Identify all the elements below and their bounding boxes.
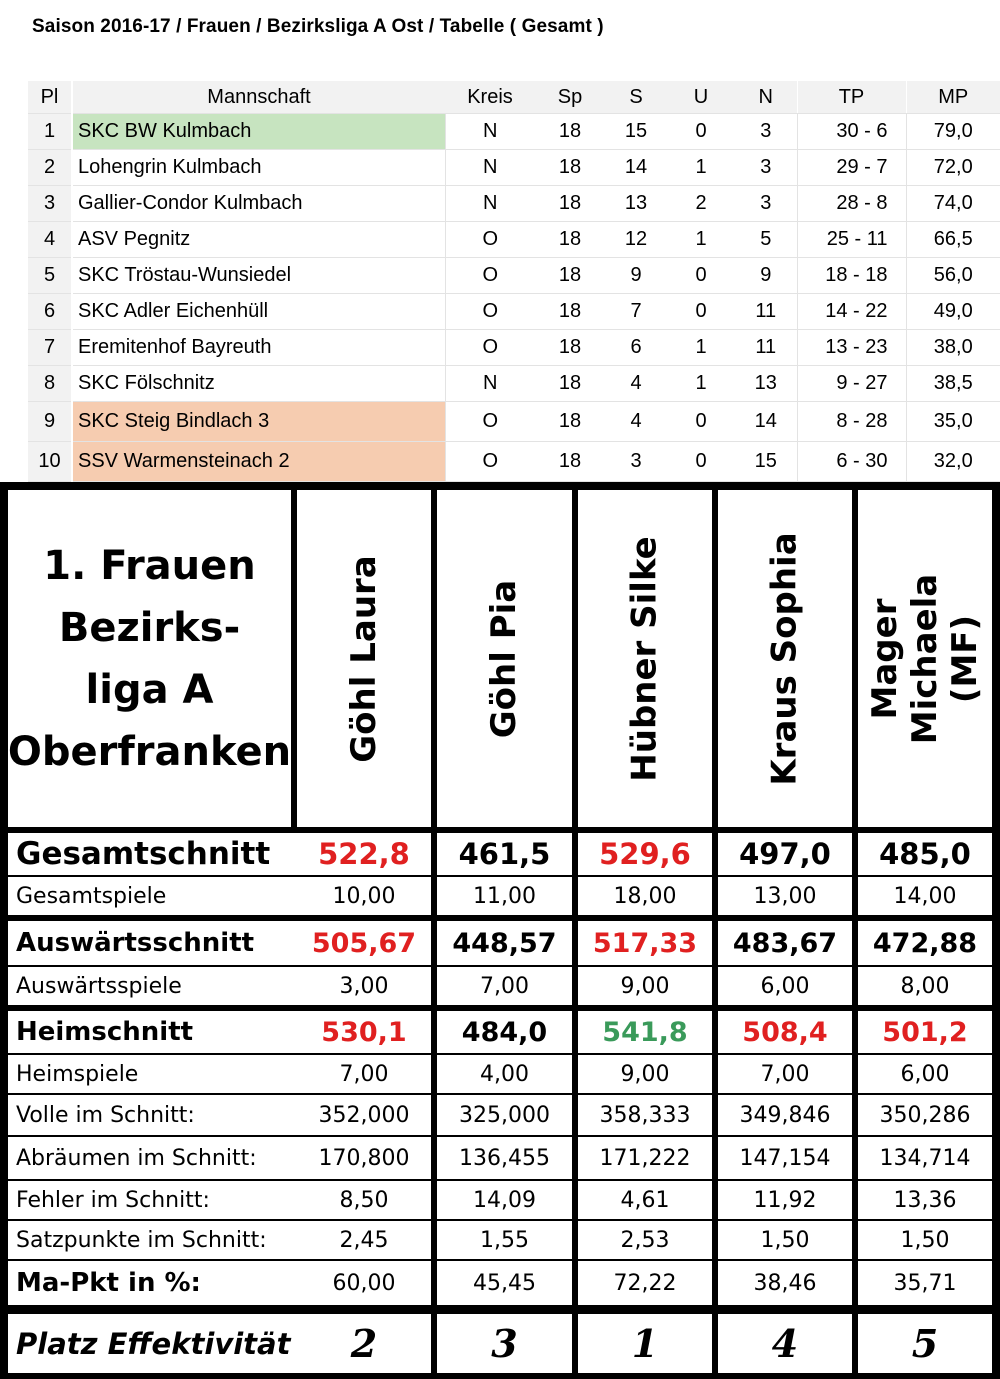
stat-value: 35,71 — [858, 1261, 992, 1305]
cell-mp: 49,0 — [906, 294, 1000, 330]
cell-s: 14 — [605, 150, 667, 186]
cell-u: 1 — [667, 330, 735, 366]
team-heading-line: liga A — [85, 666, 214, 713]
stat-value: 497,0 — [718, 833, 852, 875]
tp-value: 30 - 6 — [836, 120, 888, 142]
player-stats-grid — [0, 482, 1000, 1379]
cell-kreis: O — [445, 294, 535, 330]
cell-mp: 32,0 — [906, 442, 1000, 482]
stat-value: 530,1 — [297, 1011, 431, 1053]
tp-value: 6 - 30 — [836, 450, 888, 472]
cell-s: 4 — [605, 366, 667, 402]
stat-value: 134,714 — [858, 1137, 992, 1179]
player-header-cell — [437, 490, 572, 827]
team-heading-line: Oberfranken — [8, 728, 291, 775]
table-row — [28, 442, 1000, 482]
stat-value: 10,00 — [297, 877, 431, 915]
cell-n: 15 — [735, 442, 797, 482]
stat-value: 11,00 — [437, 877, 572, 915]
col-header-tp: TP — [797, 81, 906, 114]
team-heading-line: 1. Frauen — [43, 542, 256, 589]
cell-mp: 66,5 — [906, 222, 1000, 258]
table-row — [28, 186, 1000, 222]
cell-sp: 18 — [535, 442, 605, 482]
stat-value: 8,50 — [297, 1181, 431, 1219]
stat-label: Abräumen im Schnitt: — [8, 1137, 299, 1179]
cell-n: 11 — [735, 330, 797, 366]
stat-value: 485,0 — [858, 833, 992, 875]
stat-value: 147,154 — [718, 1137, 852, 1179]
cell-u: 0 — [667, 258, 735, 294]
team-heading-line: Bezirks- — [58, 604, 241, 651]
stat-value: 461,5 — [437, 833, 572, 875]
stat-value: 6,00 — [718, 967, 852, 1005]
stat-value: 14,00 — [858, 877, 992, 915]
cell-sp: 18 — [535, 258, 605, 294]
cell-s: 4 — [605, 402, 667, 442]
stat-value: 517,33 — [578, 921, 712, 965]
stat-value: 9,00 — [578, 967, 712, 1005]
stat-value: 508,4 — [718, 1011, 852, 1053]
stat-value: 501,2 — [858, 1011, 992, 1053]
stat-value: 2,53 — [578, 1221, 712, 1259]
player-header-cell — [718, 490, 852, 827]
stat-value: 484,0 — [437, 1011, 572, 1053]
stat-value: 325,000 — [437, 1095, 572, 1135]
tp-value: 25 - 11 — [826, 228, 888, 250]
col-header-n: N — [735, 81, 797, 114]
league-header-row — [28, 81, 1000, 114]
cell-s: 12 — [605, 222, 667, 258]
cell-tp — [797, 114, 906, 150]
cell-n: 9 — [735, 258, 797, 294]
stat-value: 13,36 — [858, 1181, 992, 1219]
cell-tp — [797, 186, 906, 222]
stat-value: 3,00 — [297, 967, 431, 1005]
rank-value: 5 — [858, 1314, 992, 1373]
cell-tp — [797, 294, 906, 330]
cell-mp: 35,0 — [906, 402, 1000, 442]
tp-value: 13 - 23 — [825, 336, 888, 358]
cell-n: 11 — [735, 294, 797, 330]
cell-u: 0 — [667, 442, 735, 482]
cell-u: 1 — [667, 222, 735, 258]
stat-value: 6,00 — [858, 1055, 992, 1093]
stat-label: Gesamtspiele — [8, 877, 299, 915]
cell-tp — [797, 330, 906, 366]
stat-value: 2,45 — [297, 1221, 431, 1259]
cell-pl: 9 — [28, 402, 72, 442]
league-body — [28, 114, 1000, 482]
cell-u: 1 — [667, 150, 735, 186]
cell-s: 15 — [605, 114, 667, 150]
cell-tp — [797, 442, 906, 482]
cell-kreis: N — [445, 150, 535, 186]
stat-value: 170,800 — [297, 1137, 431, 1179]
stat-value: 72,22 — [578, 1261, 712, 1305]
cell-n: 3 — [735, 150, 797, 186]
stat-label: Fehler im Schnitt: — [8, 1181, 299, 1219]
cell-n: 13 — [735, 366, 797, 402]
team-heading-cell — [8, 490, 291, 827]
cell-s: 7 — [605, 294, 667, 330]
cell-mp: 79,0 — [906, 114, 1000, 150]
stat-value: 352,000 — [297, 1095, 431, 1135]
stat-value: 541,8 — [578, 1011, 712, 1053]
stat-value: 1,50 — [718, 1221, 852, 1259]
stat-label: Ma-Pkt in %: — [8, 1261, 299, 1305]
stat-value: 7,00 — [437, 967, 572, 1005]
cell-kreis: O — [445, 222, 535, 258]
cell-pl: 5 — [28, 258, 72, 294]
table-row — [28, 294, 1000, 330]
player-header-cell — [858, 490, 992, 827]
cell-sp: 18 — [535, 114, 605, 150]
stat-value: 1,55 — [437, 1221, 572, 1259]
cell-n: 3 — [735, 186, 797, 222]
stat-value: 45,45 — [437, 1261, 572, 1305]
stat-value: 13,00 — [718, 877, 852, 915]
col-header-u: U — [667, 81, 735, 114]
col-header-s: S — [605, 81, 667, 114]
cell-pl: 2 — [28, 150, 72, 186]
stat-value: 11,92 — [718, 1181, 852, 1219]
cell-sp: 18 — [535, 294, 605, 330]
tp-value: 9 - 27 — [836, 372, 888, 394]
cell-s: 6 — [605, 330, 667, 366]
cell-kreis: N — [445, 186, 535, 222]
cell-sp: 18 — [535, 402, 605, 442]
player-name: Göhl Pia — [484, 579, 525, 738]
cell-u: 0 — [667, 114, 735, 150]
cell-team: SKC Fölschnitz — [72, 366, 445, 402]
stat-value: 171,222 — [578, 1137, 712, 1179]
cell-tp — [797, 222, 906, 258]
col-header-pl: Pl — [28, 81, 72, 114]
rank-value: 3 — [437, 1314, 572, 1373]
rank-value: 1 — [578, 1314, 712, 1373]
cell-u: 1 — [667, 366, 735, 402]
cell-tp — [797, 150, 906, 186]
cell-sp: 18 — [535, 330, 605, 366]
cell-s: 3 — [605, 442, 667, 482]
stat-value: 7,00 — [297, 1055, 431, 1093]
cell-sp: 18 — [535, 222, 605, 258]
stat-label: Auswärtsschnitt — [8, 921, 299, 965]
cell-pl: 7 — [28, 330, 72, 366]
cell-pl: 10 — [28, 442, 72, 482]
table-row — [28, 366, 1000, 402]
stat-value: 349,846 — [718, 1095, 852, 1135]
stat-value: 358,333 — [578, 1095, 712, 1135]
cell-kreis: O — [445, 442, 535, 482]
table-row — [28, 222, 1000, 258]
player-header-cell — [297, 490, 431, 827]
cell-n: 14 — [735, 402, 797, 442]
cell-s: 9 — [605, 258, 667, 294]
cell-tp — [797, 366, 906, 402]
rank-label: Platz Effektivität — [8, 1314, 299, 1373]
cell-s: 13 — [605, 186, 667, 222]
stat-value: 522,8 — [297, 833, 431, 875]
stat-value: 505,67 — [297, 921, 431, 965]
cell-team: SKC BW Kulmbach — [72, 114, 445, 150]
rank-value: 2 — [297, 1314, 431, 1373]
cell-kreis: N — [445, 366, 535, 402]
league-table — [28, 81, 1000, 482]
cell-pl: 3 — [28, 186, 72, 222]
cell-kreis: O — [445, 258, 535, 294]
rank-value: 4 — [718, 1314, 852, 1373]
table-row — [28, 150, 1000, 186]
tp-value: 29 - 7 — [836, 156, 888, 178]
cell-team: SKC Adler Eichenhüll — [72, 294, 445, 330]
stat-label: Satzpunkte im Schnitt: — [8, 1221, 299, 1259]
col-header-kreis: Kreis — [445, 81, 535, 114]
cell-u: 0 — [667, 294, 735, 330]
cell-kreis: O — [445, 402, 535, 442]
team-heading — [8, 535, 291, 783]
cell-tp — [797, 402, 906, 442]
stat-value: 529,6 — [578, 833, 712, 875]
cell-mp: 74,0 — [906, 186, 1000, 222]
cell-u: 0 — [667, 402, 735, 442]
stat-label: Heimschnitt — [8, 1011, 299, 1053]
stat-value: 350,286 — [858, 1095, 992, 1135]
tp-value: 18 - 18 — [825, 264, 888, 286]
cell-mp: 72,0 — [906, 150, 1000, 186]
cell-team: Eremitenhof Bayreuth — [72, 330, 445, 366]
cell-sp: 18 — [535, 366, 605, 402]
stat-value: 60,00 — [297, 1261, 431, 1305]
table-row — [28, 402, 1000, 442]
stat-label: Auswärtsspiele — [8, 967, 299, 1005]
player-header-cell — [578, 490, 712, 827]
cell-team: SKC Tröstau-Wunsiedel — [72, 258, 445, 294]
col-header-sp: Sp — [535, 81, 605, 114]
cell-pl: 4 — [28, 222, 72, 258]
cell-n: 5 — [735, 222, 797, 258]
cell-mp: 38,5 — [906, 366, 1000, 402]
stat-value: 14,09 — [437, 1181, 572, 1219]
tp-value: 8 - 28 — [836, 410, 888, 432]
cell-mp: 56,0 — [906, 258, 1000, 294]
cell-kreis: O — [445, 330, 535, 366]
cell-u: 2 — [667, 186, 735, 222]
table-row — [28, 330, 1000, 366]
player-name: Göhl Laura — [344, 554, 384, 763]
stat-value: 1,50 — [858, 1221, 992, 1259]
stat-label: Gesamtschnitt — [8, 833, 299, 875]
player-name: Hübner Silke — [625, 535, 666, 782]
cell-sp: 18 — [535, 186, 605, 222]
stat-value: 136,455 — [437, 1137, 572, 1179]
page-title: Saison 2016-17 / Frauen / Bezirksliga A Ost / Tabelle ( Gesamt ) — [32, 16, 604, 37]
cell-team: Lohengrin Kulmbach — [72, 150, 445, 186]
stat-value: 18,00 — [578, 877, 712, 915]
cell-team: ASV Pegnitz — [72, 222, 445, 258]
cell-team: Gallier-Condor Kulmbach — [72, 186, 445, 222]
cell-team: SSV Warmensteinach 2 — [72, 442, 445, 482]
stat-value: 7,00 — [718, 1055, 852, 1093]
col-header-mp: MP — [906, 81, 1000, 114]
cell-tp — [797, 258, 906, 294]
cell-n: 3 — [735, 114, 797, 150]
stat-value: 4,61 — [578, 1181, 712, 1219]
stat-label: Heimspiele — [8, 1055, 299, 1093]
player-name: Kraus Sophia — [765, 531, 806, 786]
tp-value: 28 - 8 — [836, 192, 888, 214]
stat-value: 472,88 — [858, 921, 992, 965]
cell-pl: 6 — [28, 294, 72, 330]
stat-value: 448,57 — [437, 921, 572, 965]
cell-pl: 8 — [28, 366, 72, 402]
stat-value: 483,67 — [718, 921, 852, 965]
table-row — [28, 114, 1000, 150]
player-name: Mager Michaela (MF) — [865, 573, 986, 744]
stat-label: Volle im Schnitt: — [8, 1095, 299, 1135]
cell-pl: 1 — [28, 114, 72, 150]
tp-value: 14 - 22 — [825, 300, 888, 322]
cell-sp: 18 — [535, 150, 605, 186]
stat-value: 38,46 — [718, 1261, 852, 1305]
stat-value: 9,00 — [578, 1055, 712, 1093]
stat-value: 4,00 — [437, 1055, 572, 1093]
stat-value: 8,00 — [858, 967, 992, 1005]
col-header-team: Mannschaft — [72, 81, 445, 114]
table-row — [28, 258, 1000, 294]
cell-kreis: N — [445, 114, 535, 150]
cell-mp: 38,0 — [906, 330, 1000, 366]
cell-team: SKC Steig Bindlach 3 — [72, 402, 445, 442]
